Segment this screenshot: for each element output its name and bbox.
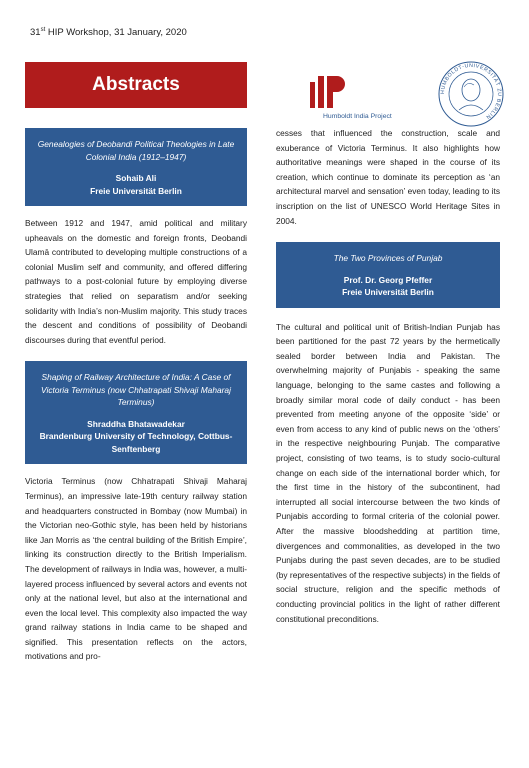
hip-logo	[305, 72, 405, 122]
svg-text:Humboldt India Project: Humboldt India Project	[323, 113, 392, 120]
abstract-body-3: The cultural and political unit of British-Indian Punjab has been partitioned for the past 72 years by the hermetically sealed border between India and Pakistan. The overwhelming majority of Punjabis - speaking the same language, belonging to the same castes and following a broadly similar moral code of daily conduct - has been prevented from meeting anyone of the opposite ‘side’ or even from access to any kind of public news on the ‘others’ in the respective neighbouring Punjab. The comparative project, consisting of two teams, is to study socio-cultural change on each side of the international border which, for the first time in the history of the subcontinent, had interrupted all social intercourse between the two kinds of Punjabis according to formal criteria of the colonial power. After the massive bloodshedding at partition time, divergences and commonalities, as developed in the two Punjabs during the past seven decades, are to be studied (by representatives of the respective subjects) in the fields of social structure, religion and the specific methods of conducting provincial politics in the light of rather different constitutional preconditions.	[276, 321, 501, 624]
abstract-affiliation-2: Brandenburg University of Technology, Cottbus-Senftenberg	[39, 431, 233, 454]
abstracts-banner	[25, 62, 247, 108]
abstract-affiliation-3: Freie Universität Berlin	[342, 287, 434, 298]
abstract-author-3: Prof. Dr. Georg Pfeffer	[343, 274, 433, 285]
abstract-affiliation-1: Freie Universität Berlin	[90, 185, 182, 196]
abstract-body-2-continued: cesses that influenced the construction, scale and exuberance of Victoria Terminus. It also highlights how authoritative meanings were shaped in the course of its creation, which continue to dominate its perception as ‘an architectural marvel and sensation’ even today, leading to its inscription on the list of UNESCO World Heritage Sites in 2004.	[276, 128, 500, 226]
abstract-heading-box-2	[25, 361, 247, 464]
left-column	[25, 128, 247, 664]
workshop-header: 31st HIP Workshop, 31 January, 2020	[30, 27, 187, 39]
humboldt-university-seal	[437, 60, 505, 128]
svg-text:HUMBOLDT-UNIVERSITÄT ZU BERLIN: HUMBOLDT-UNIVERSITÄT ZU BERLIN	[439, 62, 503, 121]
abstract-title-2: Shaping of Railway Architecture of India: A Case of Victoria Terminus (now Chhatrapati Shivaji Maharaj Terminus)	[41, 372, 231, 408]
abstract-body-2: Victoria Terminus (now Chhatrapati Shivaji Maharaj Terminus), an impressive late-19th century railway station and headquarters constructed in Bombay (now Mumbai) in the Victorian neo-Gothic style, has been held by historians like Jan Morris as ‘the central building of the British Empire’, linking its construction directly to the British Imperialism. The development of railways in India was, however, a multi-layered process influenced by several actors and events not only at the national level, but also at the international and even the local level. This complexity also impacted the way grand railway stations in India came to be shaped and signified. This presentation reflects on the actors, motivations and pro-	[25, 476, 247, 662]
abstracts-title: Abstracts	[92, 74, 180, 95]
abstract-heading-box-1	[25, 128, 247, 206]
abstract-author-2: Shraddha Bhatawadekar	[87, 418, 185, 429]
hip-logo-icon	[305, 72, 405, 122]
abstract-author-1: Sohaib Ali	[115, 173, 157, 183]
abstract-title-3: The Two Provinces of Punjab	[333, 253, 443, 264]
right-column	[276, 126, 500, 626]
abstract-body-1: Between 1912 and 1947, amid political and military upheavals on the domestic and foreign fronts, Deobandi Ulamā contributed to developing multiple constructions of a colonial Muslim self and community, and offered differing pathways to a post-colonial future by employing diverse strategies that relied on separatism and/or seeking solidarity with India’s non-Muslim majority. This study traces the descent and conditions of possibility of Deobandi discourses during that eventful period.	[25, 218, 247, 345]
abstract-heading-box-3	[276, 242, 500, 308]
abstract-title-1: Genealogies of Deobandi Political Theologies in Late Colonial India (1912–1947)	[37, 139, 235, 162]
seal-icon	[437, 60, 505, 128]
